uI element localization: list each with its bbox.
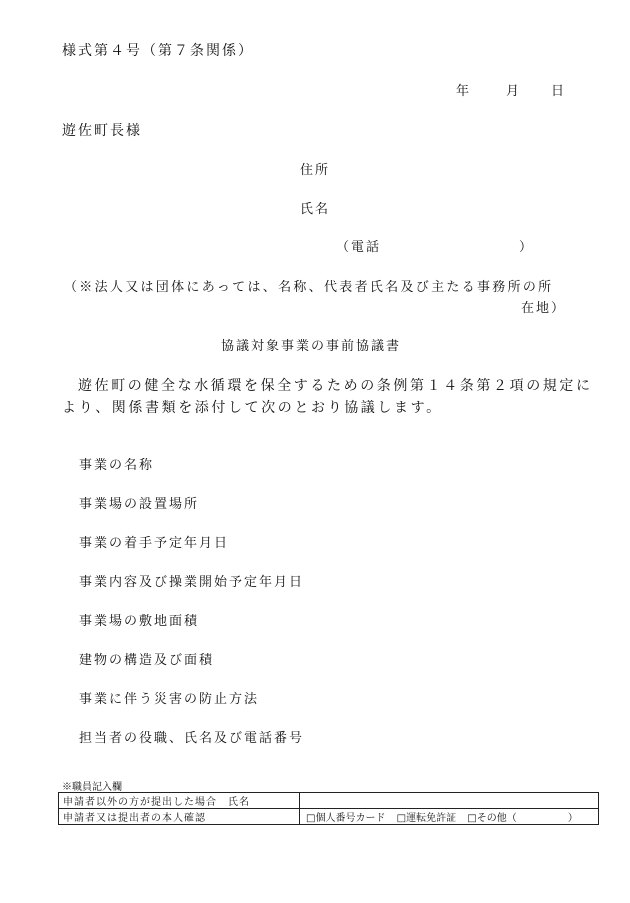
date-year: 年 [456, 84, 472, 99]
form-number: 様式第４号（第７条関係） [62, 43, 254, 59]
phone-label: （電話 [336, 240, 382, 255]
body-text-line1: 遊佐町の健全な水循環を保全するための条例第１４条第２項の規定に [78, 378, 593, 394]
table-row [59, 793, 599, 809]
item-building-structure: 建物の構造及び面積 [79, 653, 215, 668]
date-month: 月 [506, 84, 522, 99]
staff-entry-table [58, 792, 599, 825]
addressee: 遊佐町長様 [62, 123, 142, 139]
body-text-line2: より、関係書類を添付して次のとおり協議します。 [62, 400, 443, 416]
item-business-name: 事業の名称 [79, 458, 155, 473]
item-disaster-prevention: 事業に伴う災害の防止方法 [79, 692, 260, 707]
proxy-submitter-name-cell[interactable] [300, 793, 599, 809]
identity-check-options [300, 809, 599, 825]
item-business-content: 事業内容及び操業開始予定年月日 [79, 575, 305, 590]
item-contact-person: 担当者の役職、氏名及び電話番号 [79, 731, 305, 746]
corporate-note-line2: 在地） [521, 301, 567, 316]
item-site-location: 事業場の設置場所 [79, 497, 200, 512]
proxy-submitter-label: 申請者以外の方が提出した場合 氏名 [59, 793, 300, 809]
table-row [59, 809, 599, 825]
address-label: 住所 [300, 163, 331, 178]
date-day: 日 [551, 84, 567, 99]
staff-section-heading: ※職員記入欄 [62, 782, 122, 793]
option-other-close: ） [567, 813, 578, 824]
option-drivers-license[interactable]: □運転免許証 [396, 813, 457, 824]
option-other[interactable]: □その他（ [467, 813, 517, 824]
option-my-number-card[interactable]: □個人番号カード [306, 813, 386, 824]
item-start-date: 事業の着手予定年月日 [79, 536, 230, 551]
identity-check-label: 申請者又は提出者の本人確認 [59, 809, 300, 825]
item-site-area: 事業場の敷地面積 [79, 614, 200, 629]
corporate-note-line1: （※法人又は団体にあっては、名称、代表者氏名及び主たる事務所の所 [64, 280, 554, 295]
phone-close: ） [519, 240, 535, 255]
document-title: 協議対象事業の事前協議書 [221, 339, 402, 354]
name-label: 氏名 [300, 202, 331, 217]
